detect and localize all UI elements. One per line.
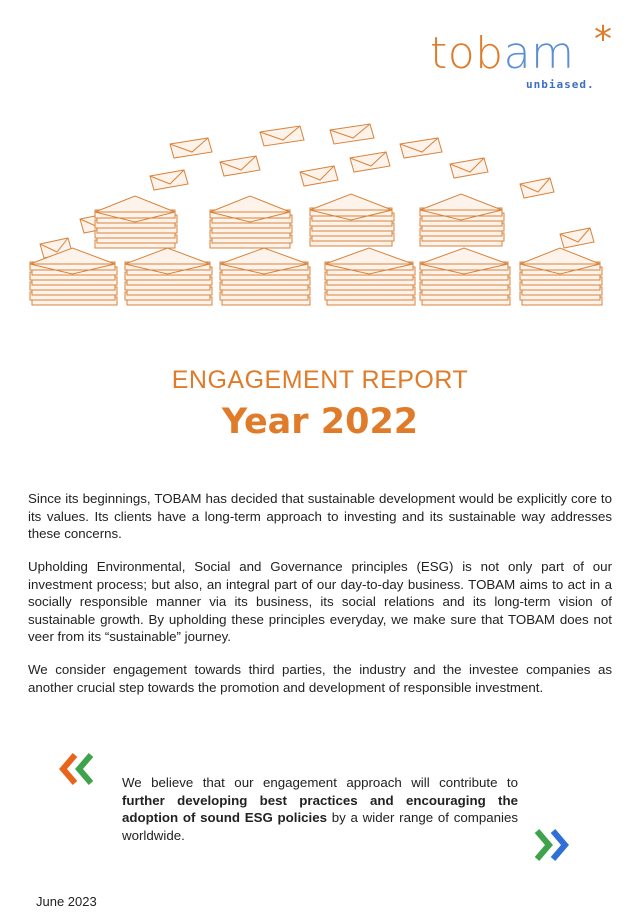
logo-word-part1: tob <box>430 28 504 79</box>
logo-word-part2: am <box>503 28 575 79</box>
flying-envelope <box>330 124 374 144</box>
quote-bold: further developing best practices and encouraging the adoption of sound ESG policies <box>122 792 518 825</box>
logo-star: * <box>594 19 612 60</box>
intro-paragraph-2: Upholding Environmental, Social and Governance principles (ESG) is not only part of our investment process; but also, an integral part of our day-to-day business. TOBAM aims to act in a socially responsible manner via its business, its social relations and its long-term vision of sustainable growth. By upholding these principles everyday, we make sure that TOBAM does not veer from its “sustainable” journey. <box>28 559 612 644</box>
flying-envelope <box>350 152 390 172</box>
tobam-logo <box>430 19 620 98</box>
flying-envelope <box>150 170 188 190</box>
flying-envelope <box>170 138 212 158</box>
flying-envelope <box>260 126 304 146</box>
envelope-stack <box>125 248 212 305</box>
flying-envelope <box>220 156 260 176</box>
envelope-stack <box>325 248 415 305</box>
engagement-quote <box>122 774 518 844</box>
report-date: June 2023 <box>36 894 97 909</box>
envelope-stack <box>220 248 310 305</box>
flying-envelope <box>560 228 594 248</box>
envelope-stack <box>310 194 394 246</box>
envelope-stack <box>30 248 117 305</box>
flying-envelope <box>300 166 338 186</box>
quote-part2: by a wider range of companies worldwide. <box>122 810 518 843</box>
envelope-stack <box>420 194 504 246</box>
envelope-stack <box>210 196 292 248</box>
double-chevron-left-icon <box>58 752 98 786</box>
logo-tagline: unbiased. <box>526 78 595 91</box>
envelope-stack <box>520 248 602 305</box>
envelope-stack <box>95 196 177 248</box>
envelope-stacks-illustration <box>20 118 620 333</box>
intro-paragraph-3: We consider engagement towards third parties, the industry and the investee companies as another crucial step towards the promotion and development of responsible investment. <box>28 662 612 695</box>
intro-paragraph-1: Since its beginnings, TOBAM has decided that sustainable development would be explicitly core to its values. Its clients have a long-term approach to investing and its sustainable way addresses these concerns. <box>28 491 612 541</box>
logo-wordmark <box>430 28 574 80</box>
flying-envelope <box>520 178 554 198</box>
envelope-stack <box>420 248 510 305</box>
report-year: Year 2022 <box>221 402 419 442</box>
double-chevron-right-icon <box>530 828 570 862</box>
flying-envelope <box>450 158 488 178</box>
flying-envelope <box>400 138 442 158</box>
quote-part1: We believe that our engagement approach will contribute to <box>122 775 518 790</box>
report-title: ENGAGEMENT REPORT <box>171 366 469 394</box>
